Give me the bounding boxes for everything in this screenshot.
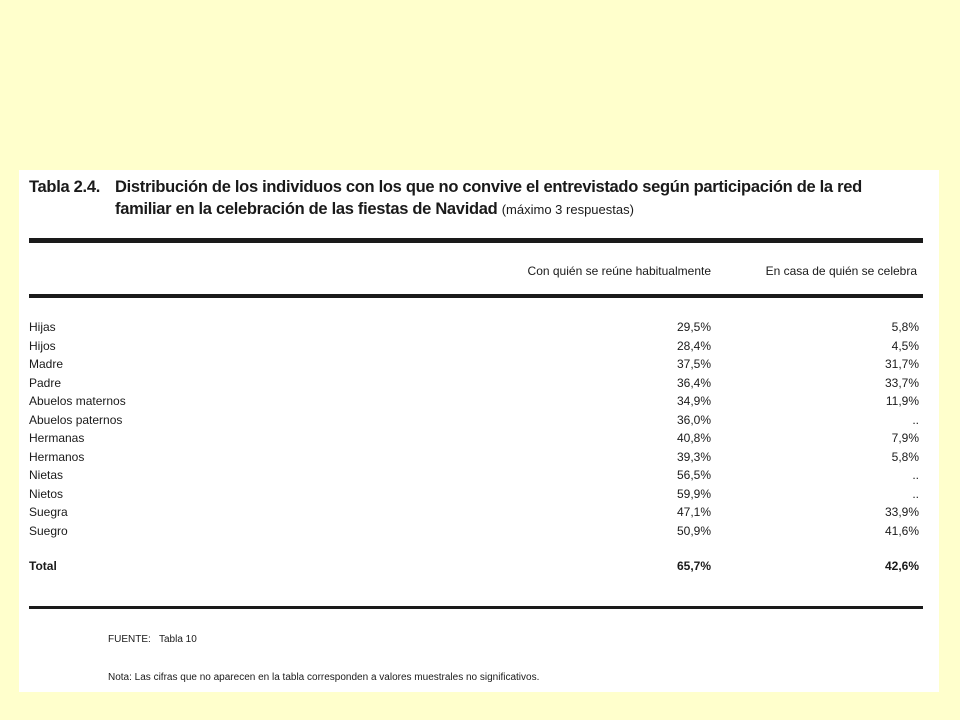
title-line-2 — [29, 198, 934, 221]
row-value-reune: 29,5% — [676, 320, 711, 334]
table-row — [29, 355, 919, 374]
row-value-celebra: 31,7% — [884, 357, 919, 371]
row-value-celebra: .. — [912, 486, 919, 501]
row-value-reune: 36,0% — [676, 412, 711, 427]
row-value-reune: 56,5% — [676, 468, 711, 482]
row-value-celebra: 7,9% — [891, 431, 919, 445]
table-row — [29, 522, 919, 541]
table-row — [29, 503, 919, 522]
row-value-reune: 37,5% — [676, 357, 711, 371]
table-title — [29, 176, 934, 221]
table-row — [29, 318, 919, 337]
total-label: Total — [29, 559, 57, 573]
table-number: Tabla 2.4. — [29, 178, 100, 196]
row-value-celebra: 41,6% — [884, 523, 919, 538]
table-row — [29, 411, 919, 430]
row-label: Madre — [29, 357, 64, 371]
row-label: Nietas — [29, 468, 64, 482]
table-row — [29, 337, 919, 356]
source-line — [108, 634, 197, 645]
source-label: FUENTE: — [108, 634, 151, 645]
table-row — [29, 448, 919, 467]
top-rule — [29, 238, 923, 243]
total-value-reune: 65,7% — [676, 559, 711, 573]
bottom-rule — [29, 606, 923, 609]
footnote: Nota: Las cifras que no aparecen en la tabla corresponden a valores muestrales no significativos. — [108, 672, 540, 683]
table-row — [29, 466, 919, 485]
row-value-celebra: 5,8% — [891, 449, 919, 464]
row-value-reune: 59,9% — [676, 486, 711, 501]
row-label: Padre — [29, 375, 62, 390]
row-value-reune: 39,3% — [676, 449, 711, 464]
row-value-reune: 40,8% — [676, 431, 711, 445]
row-label: Hermanas — [29, 431, 85, 445]
row-value-reune: 50,9% — [676, 523, 711, 538]
row-value-celebra: .. — [912, 412, 919, 427]
row-value-celebra: 11,9% — [885, 394, 919, 408]
row-label: Abuelos maternos — [29, 394, 126, 408]
header-rule — [29, 294, 923, 298]
row-value-celebra: 4,5% — [891, 338, 919, 353]
title-text-2: familiar en la celebración de las fiestas de Navidad — [115, 200, 498, 218]
title-text-1: Distribución de los individuos con los que no convive el entrevistado según participación de la red — [115, 178, 862, 196]
column-header-celebra: En casa de quién se celebra — [765, 264, 917, 278]
table-row — [29, 485, 919, 504]
row-value-celebra: 33,9% — [884, 505, 919, 519]
table-row — [29, 429, 919, 448]
row-value-reune: 28,4% — [676, 338, 711, 353]
total-value-celebra: 42,6% — [884, 559, 919, 573]
row-value-reune: 47,1% — [676, 505, 711, 519]
row-label: Suegro — [29, 523, 68, 538]
title-qualifier: (máximo 3 respuestas) — [501, 202, 634, 217]
row-value-celebra: 5,8% — [891, 320, 919, 334]
row-value-reune: 34,9% — [676, 394, 711, 408]
table-body — [29, 318, 919, 540]
row-label: Hermanos — [29, 449, 85, 464]
row-label: Hijas — [29, 320, 56, 334]
table-row — [29, 374, 919, 393]
row-label: Suegra — [29, 505, 68, 519]
source-value: Tabla 10 — [159, 634, 197, 645]
row-label: Abuelos paternos — [29, 412, 123, 427]
row-label: Hijos — [29, 338, 56, 353]
table-sheet — [19, 170, 939, 692]
row-value-celebra: .. — [912, 468, 919, 482]
total-row — [29, 557, 919, 575]
title-line-1 — [29, 176, 934, 198]
row-value-reune: 36,4% — [676, 375, 711, 390]
table-row — [29, 392, 919, 411]
column-header-reune: Con quién se reúne habitualmente — [527, 264, 711, 278]
row-label: Nietos — [29, 486, 64, 501]
row-value-celebra: 33,7% — [884, 375, 919, 390]
